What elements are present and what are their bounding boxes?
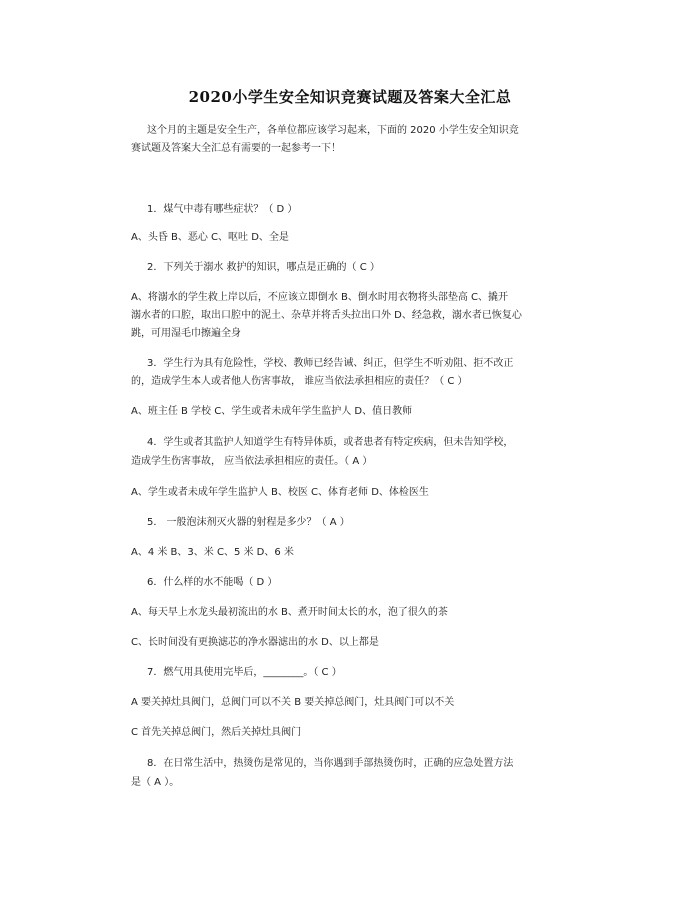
question-1: 1．煤气中毒有哪些症状？（ D ） — [147, 204, 298, 215]
answer-2-line-2: 溺水者的口腔，取出口腔中的泥土、杂草并将舌头拉出口外 D、经急救，溺水者已恢复心 — [131, 310, 522, 321]
answer-2-line-1: A、将溺水的学生救上岸以后，不应该立即倒水 B、倒水时用衣物将头部垫高 C、撬开 — [131, 292, 509, 303]
answer-7-line-2: C 首先关掉总阀门，然后关掉灶具阀门 — [131, 727, 302, 738]
answer-7-line-1: A 要关掉灶具阀门，总阀门可以不关 B 要关掉总阀门，灶具阀门可以不关 — [131, 697, 455, 708]
answer-6-line-1: A、每天早上水龙头最初流出的水 B、煮开时间太长的水，泡了很久的茶 — [131, 607, 448, 618]
question-4-line-1: 4．学生或者其监护人知道学生有特异体质，或者患者有特定疾病，但未告知学校， — [147, 437, 514, 448]
answer-4-line-1: A、学生或者未成年学生监护人 B、校医 C、体育老师 D、体检医生 — [131, 487, 429, 498]
intro-line-1: 这个月的主题是安全生产，各单位都应该学习起来，下面的 2020 小学生安全知识竞 — [147, 125, 519, 136]
question-4-line-2: 造成学生伤害事故， 应当依法承担相应的责任。（ A ） — [131, 456, 373, 467]
question-2: 2．下列关于溺水 救护的知识，哪点是正确的（ C ） — [147, 262, 380, 273]
question-3-line-1: 3．学生行为具有危险性，学校、教师已经告诫、纠正，但学生不听劝阻、拒不改正 — [147, 358, 514, 369]
question-5: 5． 一般泡沫剂灭火器的射程是多少？（ A ） — [147, 517, 350, 528]
page-title: 2020小学生安全知识竞赛试题及答案大全汇总 — [188, 88, 512, 106]
answer-5-line-1: A、4 米 B、3、米 C、5 米 D、6 米 — [131, 547, 294, 558]
question-3-line-2: 的，造成学生本人或者他人伤害事故， 谁应当依法承担相应的责任？（ C ） — [131, 376, 468, 387]
answer-3-line-1: A、班主任 B 学校 C、学生或者未成年学生监护人 D、值日教师 — [131, 406, 413, 417]
question-7: 7．燃气用具使用完毕后，________。（ C ） — [147, 667, 342, 678]
answer-2-line-3: 跳，可用湿毛巾擦遍全身 — [131, 328, 241, 339]
intro-line-2: 赛试题及答案大全汇总有需要的一起参考一下！ — [131, 143, 341, 154]
question-8-line-1: 8．在日常生活中，热烫伤是常见的，当你遇到手部热烫伤时，正确的应急处置方法 — [147, 758, 514, 769]
answer-6-line-2: C、长时间没有更换滤芯的净水器滤出的水 D、以上都是 — [131, 637, 379, 648]
question-8-line-2: 是（ A ）。 — [131, 777, 180, 788]
answer-1-line-1: A、头昏 B、恶心 C、呕吐 D、全是 — [131, 232, 289, 243]
question-6: 6．什么样的水不能喝（ D ） — [147, 577, 278, 588]
